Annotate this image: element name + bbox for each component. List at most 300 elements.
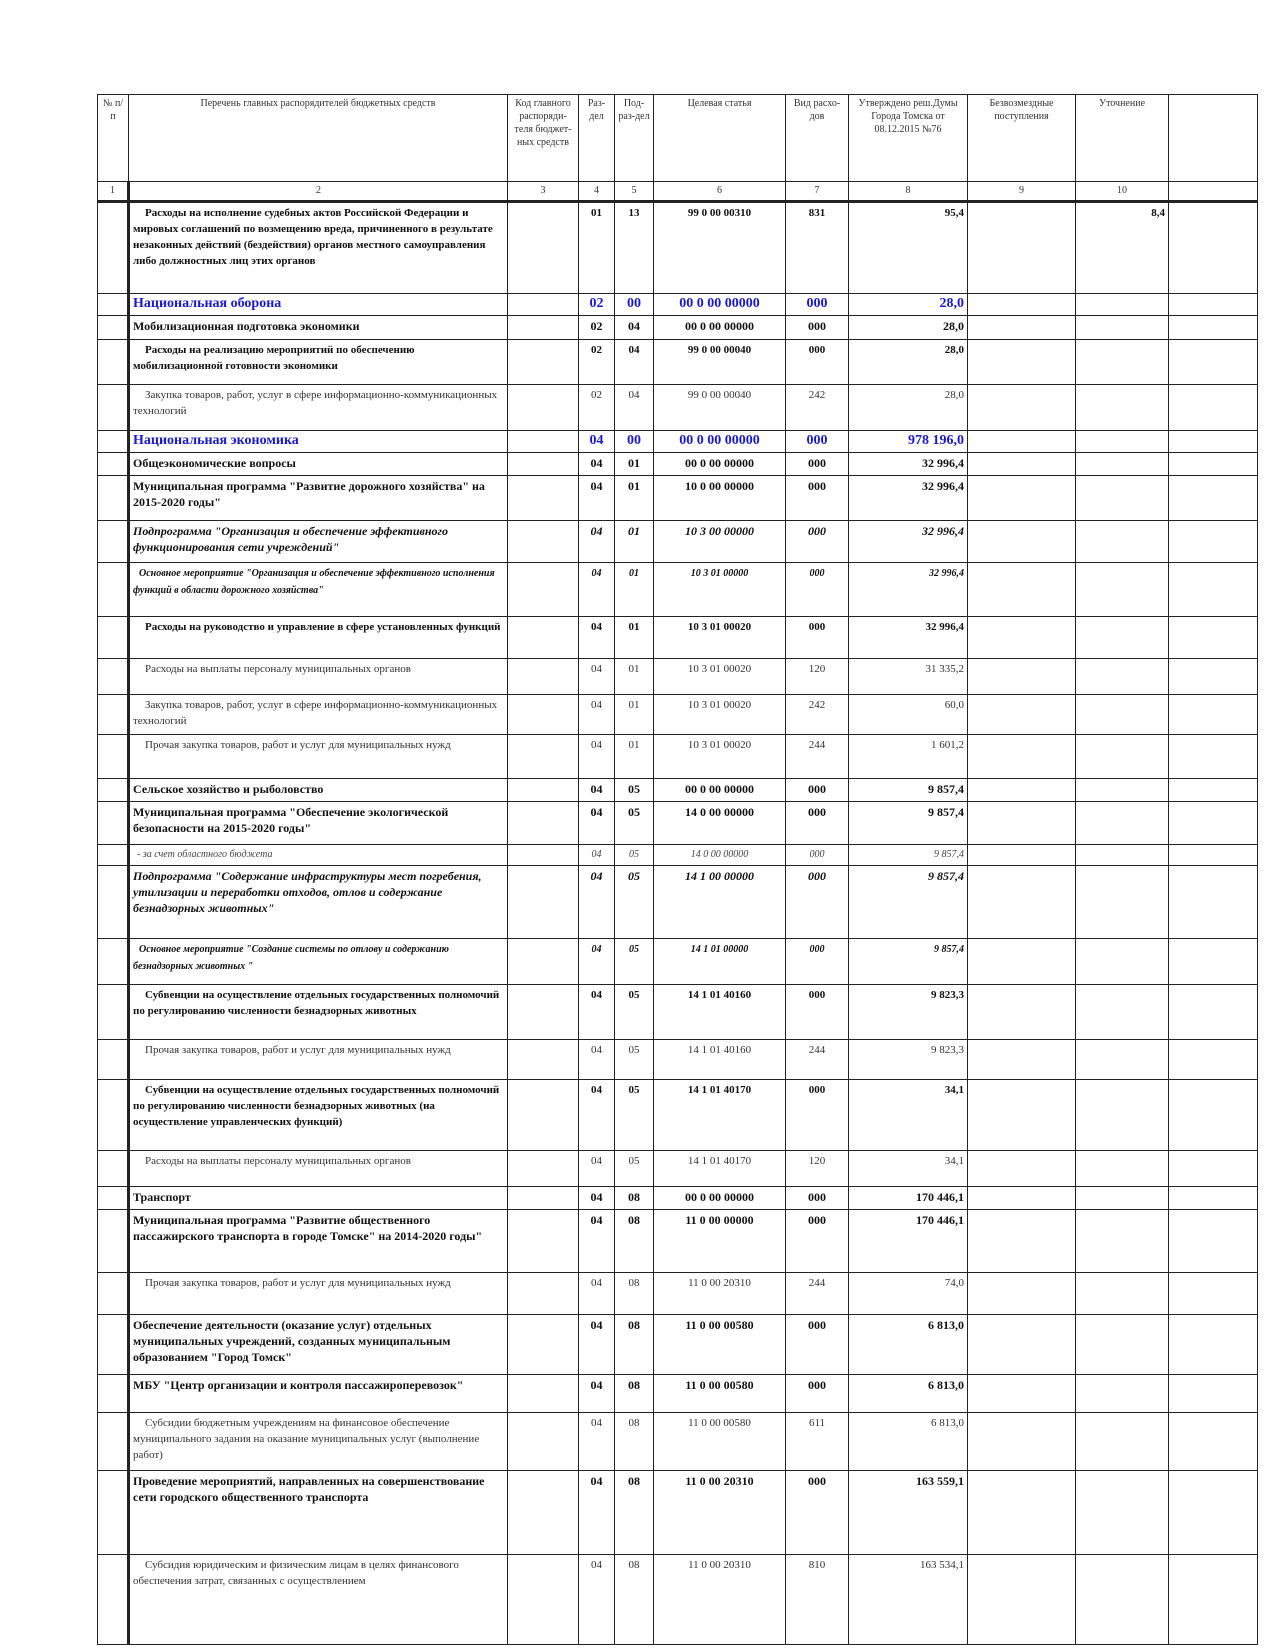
cell-col-utochnenie <box>1076 521 1169 563</box>
cell-col-number <box>98 1187 129 1210</box>
table-row <box>98 1273 1258 1315</box>
cell-col-name: Муниципальная программа "Обеспечение экологической безопасности на 2015-2020 годы" <box>129 802 508 845</box>
cell-col-podrazdel: 05 <box>615 802 654 845</box>
cell-col-name: Прочая закупка товаров, работ и услуг для муниципальных нужд <box>129 1040 508 1080</box>
header-col-razdel: Раз-дел <box>579 95 615 182</box>
cell-col-approved: 163 559,1 <box>849 1471 968 1555</box>
number-col-article: 6 <box>654 182 786 202</box>
cell-col-article: 14 1 01 00000 <box>654 939 786 985</box>
cell-col-code <box>508 1151 579 1187</box>
cell-col-number <box>98 1413 129 1471</box>
cell-col-code <box>508 1471 579 1555</box>
cell-col-code <box>508 431 579 453</box>
header-col-utochnenie: Уточнение <box>1076 95 1169 182</box>
cell-col-extra <box>1169 202 1258 294</box>
cell-col-podrazdel: 13 <box>615 202 654 294</box>
cell-col-razdel: 04 <box>579 1187 615 1210</box>
budget-document-page <box>97 94 1275 1650</box>
cell-col-extra <box>1169 1413 1258 1471</box>
cell-col-razdel: 01 <box>579 202 615 294</box>
cell-col-approved: 9 857,4 <box>849 845 968 866</box>
cell-col-code <box>508 735 579 779</box>
cell-col-code <box>508 1187 579 1210</box>
cell-col-vid: 000 <box>786 985 849 1040</box>
cell-col-approved: 28,0 <box>849 316 968 340</box>
cell-col-extra <box>1169 617 1258 659</box>
cell-col-code <box>508 202 579 294</box>
cell-col-utochnenie <box>1076 1471 1169 1555</box>
number-col-razdel: 4 <box>579 182 615 202</box>
table-row <box>98 985 1258 1040</box>
cell-col-razdel: 04 <box>579 1040 615 1080</box>
cell-col-extra <box>1169 1040 1258 1080</box>
cell-col-vid: 611 <box>786 1413 849 1471</box>
cell-col-number <box>98 521 129 563</box>
cell-col-utochnenie <box>1076 659 1169 695</box>
cell-col-vid: 000 <box>786 476 849 521</box>
cell-col-utochnenie <box>1076 866 1169 939</box>
cell-col-gratuitous <box>968 659 1076 695</box>
cell-col-extra <box>1169 1555 1258 1645</box>
cell-col-razdel: 04 <box>579 939 615 985</box>
cell-col-code <box>508 563 579 617</box>
cell-col-extra <box>1169 1210 1258 1273</box>
budget-table <box>97 94 1258 1645</box>
cell-col-code <box>508 1210 579 1273</box>
cell-col-podrazdel: 00 <box>615 294 654 316</box>
cell-col-utochnenie <box>1076 316 1169 340</box>
cell-col-approved: 163 534,1 <box>849 1555 968 1645</box>
cell-col-approved: 28,0 <box>849 385 968 431</box>
cell-col-gratuitous <box>968 1187 1076 1210</box>
cell-col-vid: 810 <box>786 1555 849 1645</box>
cell-col-article: 10 3 01 00000 <box>654 563 786 617</box>
cell-col-razdel: 04 <box>579 985 615 1040</box>
cell-col-article: 99 0 00 00310 <box>654 202 786 294</box>
cell-col-approved: 6 813,0 <box>849 1413 968 1471</box>
cell-col-approved: 60,0 <box>849 695 968 735</box>
cell-col-utochnenie <box>1076 1375 1169 1413</box>
cell-col-extra <box>1169 1315 1258 1375</box>
cell-col-utochnenie <box>1076 294 1169 316</box>
cell-col-podrazdel: 01 <box>615 563 654 617</box>
cell-col-article: 11 0 00 00580 <box>654 1413 786 1471</box>
cell-col-article: 00 0 00 00000 <box>654 431 786 453</box>
cell-col-number <box>98 985 129 1040</box>
cell-col-vid: 000 <box>786 866 849 939</box>
cell-col-gratuitous <box>968 1315 1076 1375</box>
cell-col-code <box>508 521 579 563</box>
cell-col-extra <box>1169 735 1258 779</box>
table-row <box>98 476 1258 521</box>
cell-col-utochnenie <box>1076 779 1169 802</box>
cell-col-article: 99 0 00 00040 <box>654 385 786 431</box>
cell-col-approved: 34,1 <box>849 1080 968 1151</box>
cell-col-code <box>508 1080 579 1151</box>
cell-col-podrazdel: 04 <box>615 316 654 340</box>
cell-col-vid: 242 <box>786 385 849 431</box>
cell-col-article: 14 1 01 40170 <box>654 1151 786 1187</box>
cell-col-gratuitous <box>968 1471 1076 1555</box>
cell-col-article: 00 0 00 00000 <box>654 316 786 340</box>
cell-col-extra <box>1169 563 1258 617</box>
cell-col-approved: 28,0 <box>849 294 968 316</box>
number-col-code: 3 <box>508 182 579 202</box>
cell-col-article: 11 0 00 00580 <box>654 1375 786 1413</box>
cell-col-name: МБУ "Центр организации и контроля пассажироперевозок" <box>129 1375 508 1413</box>
cell-col-number <box>98 939 129 985</box>
table-row <box>98 866 1258 939</box>
cell-col-gratuitous <box>968 385 1076 431</box>
cell-col-podrazdel: 05 <box>615 939 654 985</box>
cell-col-approved: 170 446,1 <box>849 1187 968 1210</box>
cell-col-podrazdel: 08 <box>615 1273 654 1315</box>
cell-col-code <box>508 385 579 431</box>
cell-col-number <box>98 453 129 476</box>
cell-col-utochnenie <box>1076 695 1169 735</box>
cell-col-razdel: 04 <box>579 845 615 866</box>
cell-col-article: 00 0 00 00000 <box>654 779 786 802</box>
cell-col-name: Прочая закупка товаров, работ и услуг для муниципальных нужд <box>129 1273 508 1315</box>
cell-col-podrazdel: 04 <box>615 385 654 431</box>
cell-col-razdel: 04 <box>579 866 615 939</box>
cell-col-approved: 6 813,0 <box>849 1375 968 1413</box>
cell-col-gratuitous <box>968 1375 1076 1413</box>
cell-col-vid: 120 <box>786 1151 849 1187</box>
cell-col-article: 10 3 00 00000 <box>654 521 786 563</box>
cell-col-gratuitous <box>968 735 1076 779</box>
cell-col-article: 00 0 00 00000 <box>654 453 786 476</box>
cell-col-article: 10 3 01 00020 <box>654 735 786 779</box>
cell-col-name: Закупка товаров, работ, услуг в сфере информационно-коммуникационных технологий <box>129 385 508 431</box>
table-row <box>98 1151 1258 1187</box>
cell-col-extra <box>1169 845 1258 866</box>
cell-col-approved: 32 996,4 <box>849 617 968 659</box>
cell-col-gratuitous <box>968 1210 1076 1273</box>
cell-col-razdel: 04 <box>579 659 615 695</box>
cell-col-code <box>508 476 579 521</box>
cell-col-gratuitous <box>968 1413 1076 1471</box>
table-row <box>98 202 1258 294</box>
cell-col-podrazdel: 08 <box>615 1413 654 1471</box>
cell-col-number <box>98 1471 129 1555</box>
cell-col-podrazdel: 05 <box>615 866 654 939</box>
cell-col-gratuitous <box>968 340 1076 385</box>
cell-col-gratuitous <box>968 476 1076 521</box>
cell-col-gratuitous <box>968 939 1076 985</box>
cell-col-article: 14 0 00 00000 <box>654 802 786 845</box>
cell-col-extra <box>1169 431 1258 453</box>
cell-col-article: 10 3 01 00020 <box>654 659 786 695</box>
cell-col-code <box>508 659 579 695</box>
cell-col-name: Прочая закупка товаров, работ и услуг для муниципальных нужд <box>129 735 508 779</box>
cell-col-extra <box>1169 1273 1258 1315</box>
cell-col-razdel: 04 <box>579 617 615 659</box>
cell-col-extra <box>1169 1187 1258 1210</box>
cell-col-approved: 9 857,4 <box>849 866 968 939</box>
cell-col-podrazdel: 05 <box>615 1080 654 1151</box>
cell-col-approved: 32 996,4 <box>849 453 968 476</box>
cell-col-number <box>98 202 129 294</box>
cell-col-approved: 32 996,4 <box>849 563 968 617</box>
cell-col-name: Национальная экономика <box>129 431 508 453</box>
cell-col-utochnenie <box>1076 985 1169 1040</box>
cell-col-extra <box>1169 1375 1258 1413</box>
cell-col-extra <box>1169 453 1258 476</box>
cell-col-gratuitous <box>968 985 1076 1040</box>
cell-col-extra <box>1169 521 1258 563</box>
cell-col-number <box>98 1375 129 1413</box>
number-col-vid: 7 <box>786 182 849 202</box>
cell-col-article: 11 0 00 20310 <box>654 1471 786 1555</box>
cell-col-extra <box>1169 1080 1258 1151</box>
table-row <box>98 431 1258 453</box>
cell-col-razdel: 04 <box>579 476 615 521</box>
cell-col-number <box>98 779 129 802</box>
table-row <box>98 779 1258 802</box>
table-row <box>98 659 1258 695</box>
cell-col-code <box>508 340 579 385</box>
cell-col-code <box>508 1555 579 1645</box>
cell-col-podrazdel: 08 <box>615 1555 654 1645</box>
cell-col-razdel: 04 <box>579 1273 615 1315</box>
cell-col-podrazdel: 01 <box>615 735 654 779</box>
cell-col-code <box>508 802 579 845</box>
cell-col-number <box>98 294 129 316</box>
cell-col-utochnenie <box>1076 476 1169 521</box>
table-row <box>98 617 1258 659</box>
cell-col-utochnenie <box>1076 617 1169 659</box>
cell-col-code <box>508 985 579 1040</box>
cell-col-vid: 831 <box>786 202 849 294</box>
cell-col-razdel: 04 <box>579 521 615 563</box>
cell-col-name: Транспорт <box>129 1187 508 1210</box>
cell-col-vid: 000 <box>786 453 849 476</box>
cell-col-vid: 000 <box>786 1315 849 1375</box>
cell-col-gratuitous <box>968 316 1076 340</box>
cell-col-razdel: 04 <box>579 1080 615 1151</box>
cell-col-code <box>508 845 579 866</box>
cell-col-code <box>508 1040 579 1080</box>
cell-col-approved: 9 857,4 <box>849 939 968 985</box>
header-col-vid: Вид расхо-дов <box>786 95 849 182</box>
table-row <box>98 1315 1258 1375</box>
cell-col-number <box>98 659 129 695</box>
number-col-utochnenie: 10 <box>1076 182 1169 202</box>
cell-col-approved: 28,0 <box>849 340 968 385</box>
cell-col-number <box>98 1555 129 1645</box>
cell-col-vid: 120 <box>786 659 849 695</box>
table-row <box>98 453 1258 476</box>
cell-col-code <box>508 779 579 802</box>
cell-col-article: 14 1 01 40160 <box>654 985 786 1040</box>
cell-col-number <box>98 1040 129 1080</box>
cell-col-utochnenie <box>1076 385 1169 431</box>
cell-col-article: 10 3 01 00020 <box>654 617 786 659</box>
cell-col-razdel: 04 <box>579 1555 615 1645</box>
cell-col-number <box>98 1151 129 1187</box>
cell-col-gratuitous <box>968 866 1076 939</box>
header-col-number: № п/п <box>98 95 129 182</box>
table-row <box>98 1375 1258 1413</box>
cell-col-razdel: 04 <box>579 1413 615 1471</box>
cell-col-razdel: 04 <box>579 1151 615 1187</box>
cell-col-name: Подпрограмма "Содержание инфраструктуры мест погребения, утилизации и переработки отходов, отлов и содержание безнадзорных животных" <box>129 866 508 939</box>
cell-col-podrazdel: 05 <box>615 985 654 1040</box>
cell-col-code <box>508 316 579 340</box>
cell-col-podrazdel: 08 <box>615 1471 654 1555</box>
cell-col-podrazdel: 01 <box>615 659 654 695</box>
cell-col-code <box>508 695 579 735</box>
cell-col-vid: 244 <box>786 735 849 779</box>
cell-col-extra <box>1169 1151 1258 1187</box>
cell-col-code <box>508 1315 579 1375</box>
cell-col-vid: 244 <box>786 1040 849 1080</box>
table-row <box>98 1413 1258 1471</box>
cell-col-code <box>508 939 579 985</box>
cell-col-vid: 000 <box>786 294 849 316</box>
cell-col-gratuitous <box>968 802 1076 845</box>
cell-col-extra <box>1169 985 1258 1040</box>
table-row <box>98 294 1258 316</box>
table-row <box>98 1187 1258 1210</box>
table-row <box>98 1080 1258 1151</box>
header-col-approved: Утверждено реш.Думы Города Томска от 08.12.2015 №76 <box>849 95 968 182</box>
cell-col-approved: 9 823,3 <box>849 1040 968 1080</box>
cell-col-name: Сельское хозяйство и рыболовство <box>129 779 508 802</box>
cell-col-utochnenie <box>1076 1413 1169 1471</box>
table-row <box>98 316 1258 340</box>
cell-col-utochnenie: 8,4 <box>1076 202 1169 294</box>
cell-col-extra <box>1169 1471 1258 1555</box>
cell-col-podrazdel: 05 <box>615 1151 654 1187</box>
cell-col-name: Субсидии бюджетным учреждениям на финансовое обеспечение муниципального задания на оказание муниципальных услуг (выполнение работ) <box>129 1413 508 1471</box>
cell-col-extra <box>1169 294 1258 316</box>
cell-col-approved: 74,0 <box>849 1273 968 1315</box>
cell-col-extra <box>1169 476 1258 521</box>
cell-col-name: Подпрограмма "Организация и обеспечение эффективного функционирования сети учреждений" <box>129 521 508 563</box>
cell-col-vid: 000 <box>786 521 849 563</box>
cell-col-name: Мобилизационная подготовка экономики <box>129 316 508 340</box>
cell-col-gratuitous <box>968 779 1076 802</box>
cell-col-number <box>98 563 129 617</box>
cell-col-article: 00 0 00 00000 <box>654 1187 786 1210</box>
cell-col-article: 14 1 01 40170 <box>654 1080 786 1151</box>
cell-col-name: Национальная оборона <box>129 294 508 316</box>
cell-col-podrazdel: 08 <box>615 1187 654 1210</box>
cell-col-number <box>98 617 129 659</box>
cell-col-utochnenie <box>1076 563 1169 617</box>
cell-col-razdel: 04 <box>579 431 615 453</box>
cell-col-gratuitous <box>968 1040 1076 1080</box>
cell-col-podrazdel: 01 <box>615 476 654 521</box>
cell-col-article: 11 0 00 20310 <box>654 1555 786 1645</box>
number-col-approved: 8 <box>849 182 968 202</box>
cell-col-approved: 95,4 <box>849 202 968 294</box>
cell-col-extra <box>1169 802 1258 845</box>
number-col-number: 1 <box>98 182 129 202</box>
cell-col-approved: 9 857,4 <box>849 802 968 845</box>
cell-col-approved: 32 996,4 <box>849 521 968 563</box>
cell-col-vid: 000 <box>786 802 849 845</box>
table-row <box>98 340 1258 385</box>
cell-col-vid: 000 <box>786 563 849 617</box>
cell-col-number <box>98 1273 129 1315</box>
cell-col-gratuitous <box>968 845 1076 866</box>
table-row <box>98 802 1258 845</box>
cell-col-razdel: 04 <box>579 802 615 845</box>
cell-col-gratuitous <box>968 521 1076 563</box>
cell-col-extra <box>1169 316 1258 340</box>
cell-col-article: 10 3 01 00020 <box>654 695 786 735</box>
cell-col-extra <box>1169 659 1258 695</box>
cell-col-podrazdel: 04 <box>615 340 654 385</box>
header-col-podrazdel: Под-раз-дел <box>615 95 654 182</box>
table-row <box>98 735 1258 779</box>
cell-col-razdel: 04 <box>579 735 615 779</box>
cell-col-vid: 244 <box>786 1273 849 1315</box>
cell-col-name: Проведение мероприятий, направленных на совершенствование сети городского общественного транспорта <box>129 1471 508 1555</box>
column-number-row <box>98 182 1258 202</box>
cell-col-razdel: 04 <box>579 1210 615 1273</box>
cell-col-article: 11 0 00 20310 <box>654 1273 786 1315</box>
cell-col-vid: 000 <box>786 1210 849 1273</box>
cell-col-approved: 170 446,1 <box>849 1210 968 1273</box>
cell-col-name: Основное мероприятие "Создание системы по отлову и содержанию безнадзорных животных " <box>129 939 508 985</box>
cell-col-number <box>98 1315 129 1375</box>
cell-col-approved: 32 996,4 <box>849 476 968 521</box>
cell-col-approved: 9 823,3 <box>849 985 968 1040</box>
cell-col-gratuitous <box>968 617 1076 659</box>
cell-col-number <box>98 802 129 845</box>
cell-col-approved: 31 335,2 <box>849 659 968 695</box>
cell-col-article: 14 1 01 40160 <box>654 1040 786 1080</box>
table-row <box>98 521 1258 563</box>
number-col-name: 2 <box>129 182 508 202</box>
cell-col-razdel: 04 <box>579 453 615 476</box>
cell-col-name: Расходы на реализацию мероприятий по обеспечению мобилизационной готовности экономики <box>129 340 508 385</box>
cell-col-podrazdel: 05 <box>615 845 654 866</box>
header-col-gratuitous: Безвозмездные поступления <box>968 95 1076 182</box>
cell-col-podrazdel: 05 <box>615 1040 654 1080</box>
cell-col-vid: 000 <box>786 1375 849 1413</box>
cell-col-utochnenie <box>1076 939 1169 985</box>
cell-col-code <box>508 453 579 476</box>
cell-col-vid: 242 <box>786 695 849 735</box>
cell-col-utochnenie <box>1076 1273 1169 1315</box>
cell-col-gratuitous <box>968 1151 1076 1187</box>
cell-col-utochnenie <box>1076 1040 1169 1080</box>
cell-col-vid: 000 <box>786 779 849 802</box>
cell-col-podrazdel: 08 <box>615 1375 654 1413</box>
cell-col-approved: 34,1 <box>849 1151 968 1187</box>
cell-col-approved: 978 196,0 <box>849 431 968 453</box>
table-row <box>98 939 1258 985</box>
cell-col-name: Расходы на выплаты персоналу муниципальных органов <box>129 659 508 695</box>
cell-col-razdel: 02 <box>579 316 615 340</box>
cell-col-name: Основное мероприятие "Организация и обеспечение эффективного исполнения функций в области дорожного хозяйства" <box>129 563 508 617</box>
cell-col-name: Субвенции на осуществление отдельных государственных полномочий по регулированию численности безнадзорных животных (на осуществление управленческих функций) <box>129 1080 508 1151</box>
cell-col-utochnenie <box>1076 453 1169 476</box>
cell-col-approved: 9 857,4 <box>849 779 968 802</box>
cell-col-razdel: 02 <box>579 340 615 385</box>
cell-col-gratuitous <box>968 1273 1076 1315</box>
cell-col-number <box>98 431 129 453</box>
cell-col-utochnenie <box>1076 1210 1169 1273</box>
cell-col-number <box>98 385 129 431</box>
cell-col-vid: 000 <box>786 845 849 866</box>
cell-col-gratuitous <box>968 431 1076 453</box>
